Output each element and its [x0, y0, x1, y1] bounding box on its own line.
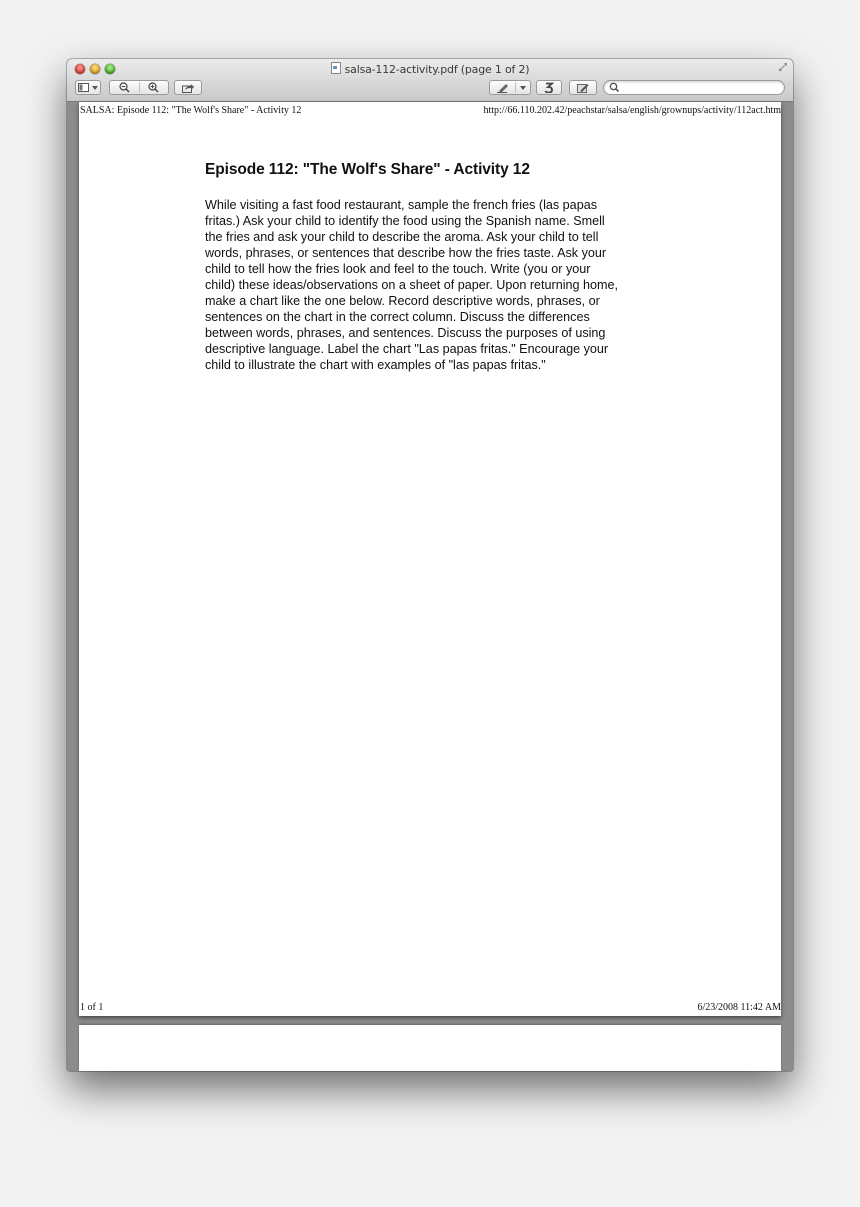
fullscreen-button[interactable] — [777, 62, 789, 74]
annotate-menu-segment[interactable] — [516, 81, 530, 94]
page-footer-count: 1 of 1 — [80, 1002, 104, 1013]
pdf-document-icon — [331, 62, 341, 74]
body-line: the fries and ask your child to describe the aroma. Ask your child to tell — [205, 230, 599, 244]
zoom-in-button[interactable] — [140, 81, 169, 94]
sidebar-icon — [78, 83, 89, 92]
body-line: fritas.) Ask your child to identify the food using the Spanish name. Smell — [205, 214, 605, 228]
body-line: child to tell how the fries look and feel to the touch. Write (you or your — [205, 262, 591, 276]
window-title: salsa-112-activity.pdf (page 1 of 2) — [344, 63, 530, 76]
preview-window — [67, 59, 793, 1071]
annotate-button[interactable] — [489, 80, 531, 95]
body-line: child to illustrate the chart with examples of "las papas fritas." — [205, 358, 546, 372]
window-title-container — [67, 62, 793, 76]
body-line: between words, phrases, and sentences. Discuss the purposes of using — [205, 326, 606, 340]
body-line: child) these ideas/observations on a sheet of paper. Upon returning home, — [205, 278, 619, 292]
page-footer-timestamp: 6/23/2008 11:42 AM — [697, 1002, 781, 1013]
document-title: Episode 112: "The Wolf's Share" - Activity 12 — [205, 161, 530, 178]
sidebar-view-button[interactable] — [75, 80, 101, 95]
share-button[interactable] — [174, 80, 202, 95]
pen-icon — [497, 83, 509, 93]
zoom-controls — [109, 80, 169, 95]
page-header-left: SALSA: Episode 112: "The Wolf's Share" - Activity 12 — [80, 105, 302, 116]
rotate-icon — [544, 82, 554, 93]
search-input[interactable] — [621, 81, 779, 94]
share-icon — [182, 83, 194, 93]
pdf-page-1 — [79, 102, 781, 1016]
edit-button[interactable] — [569, 80, 597, 95]
document-body — [205, 197, 665, 373]
annotate-pen-segment[interactable] — [490, 81, 515, 94]
rotate-button[interactable] — [536, 80, 562, 95]
zoom-in-icon — [148, 82, 159, 93]
fullscreen-icon — [778, 62, 788, 72]
document-view[interactable] — [67, 102, 793, 1071]
body-line: words, phrases, or sentences that describe how the fries taste. Ask your — [205, 246, 607, 260]
page-header-url: http://66.110.202.42/peachstar/salsa/english/grownups/activity/112act.htm — [483, 105, 781, 116]
body-line: sentences on the chart in the correct column. Discuss the differences — [205, 310, 590, 324]
pdf-page-2 — [79, 1025, 781, 1071]
body-line: While visiting a fast food restaurant, sample the french fries (las papas — [205, 198, 597, 212]
search-field[interactable] — [603, 80, 785, 95]
search-icon — [609, 82, 620, 93]
zoom-out-icon — [119, 82, 130, 93]
body-line: descriptive language. Label the chart "Las papas fritas." Encourage your — [205, 342, 609, 356]
edit-icon — [577, 83, 589, 93]
chevron-down-icon — [520, 86, 526, 90]
title-bar[interactable] — [67, 59, 793, 102]
body-line: make a chart like the one below. Record descriptive words, phrases, or — [205, 294, 600, 308]
chevron-down-icon — [92, 86, 98, 90]
zoom-out-button[interactable] — [110, 81, 139, 94]
